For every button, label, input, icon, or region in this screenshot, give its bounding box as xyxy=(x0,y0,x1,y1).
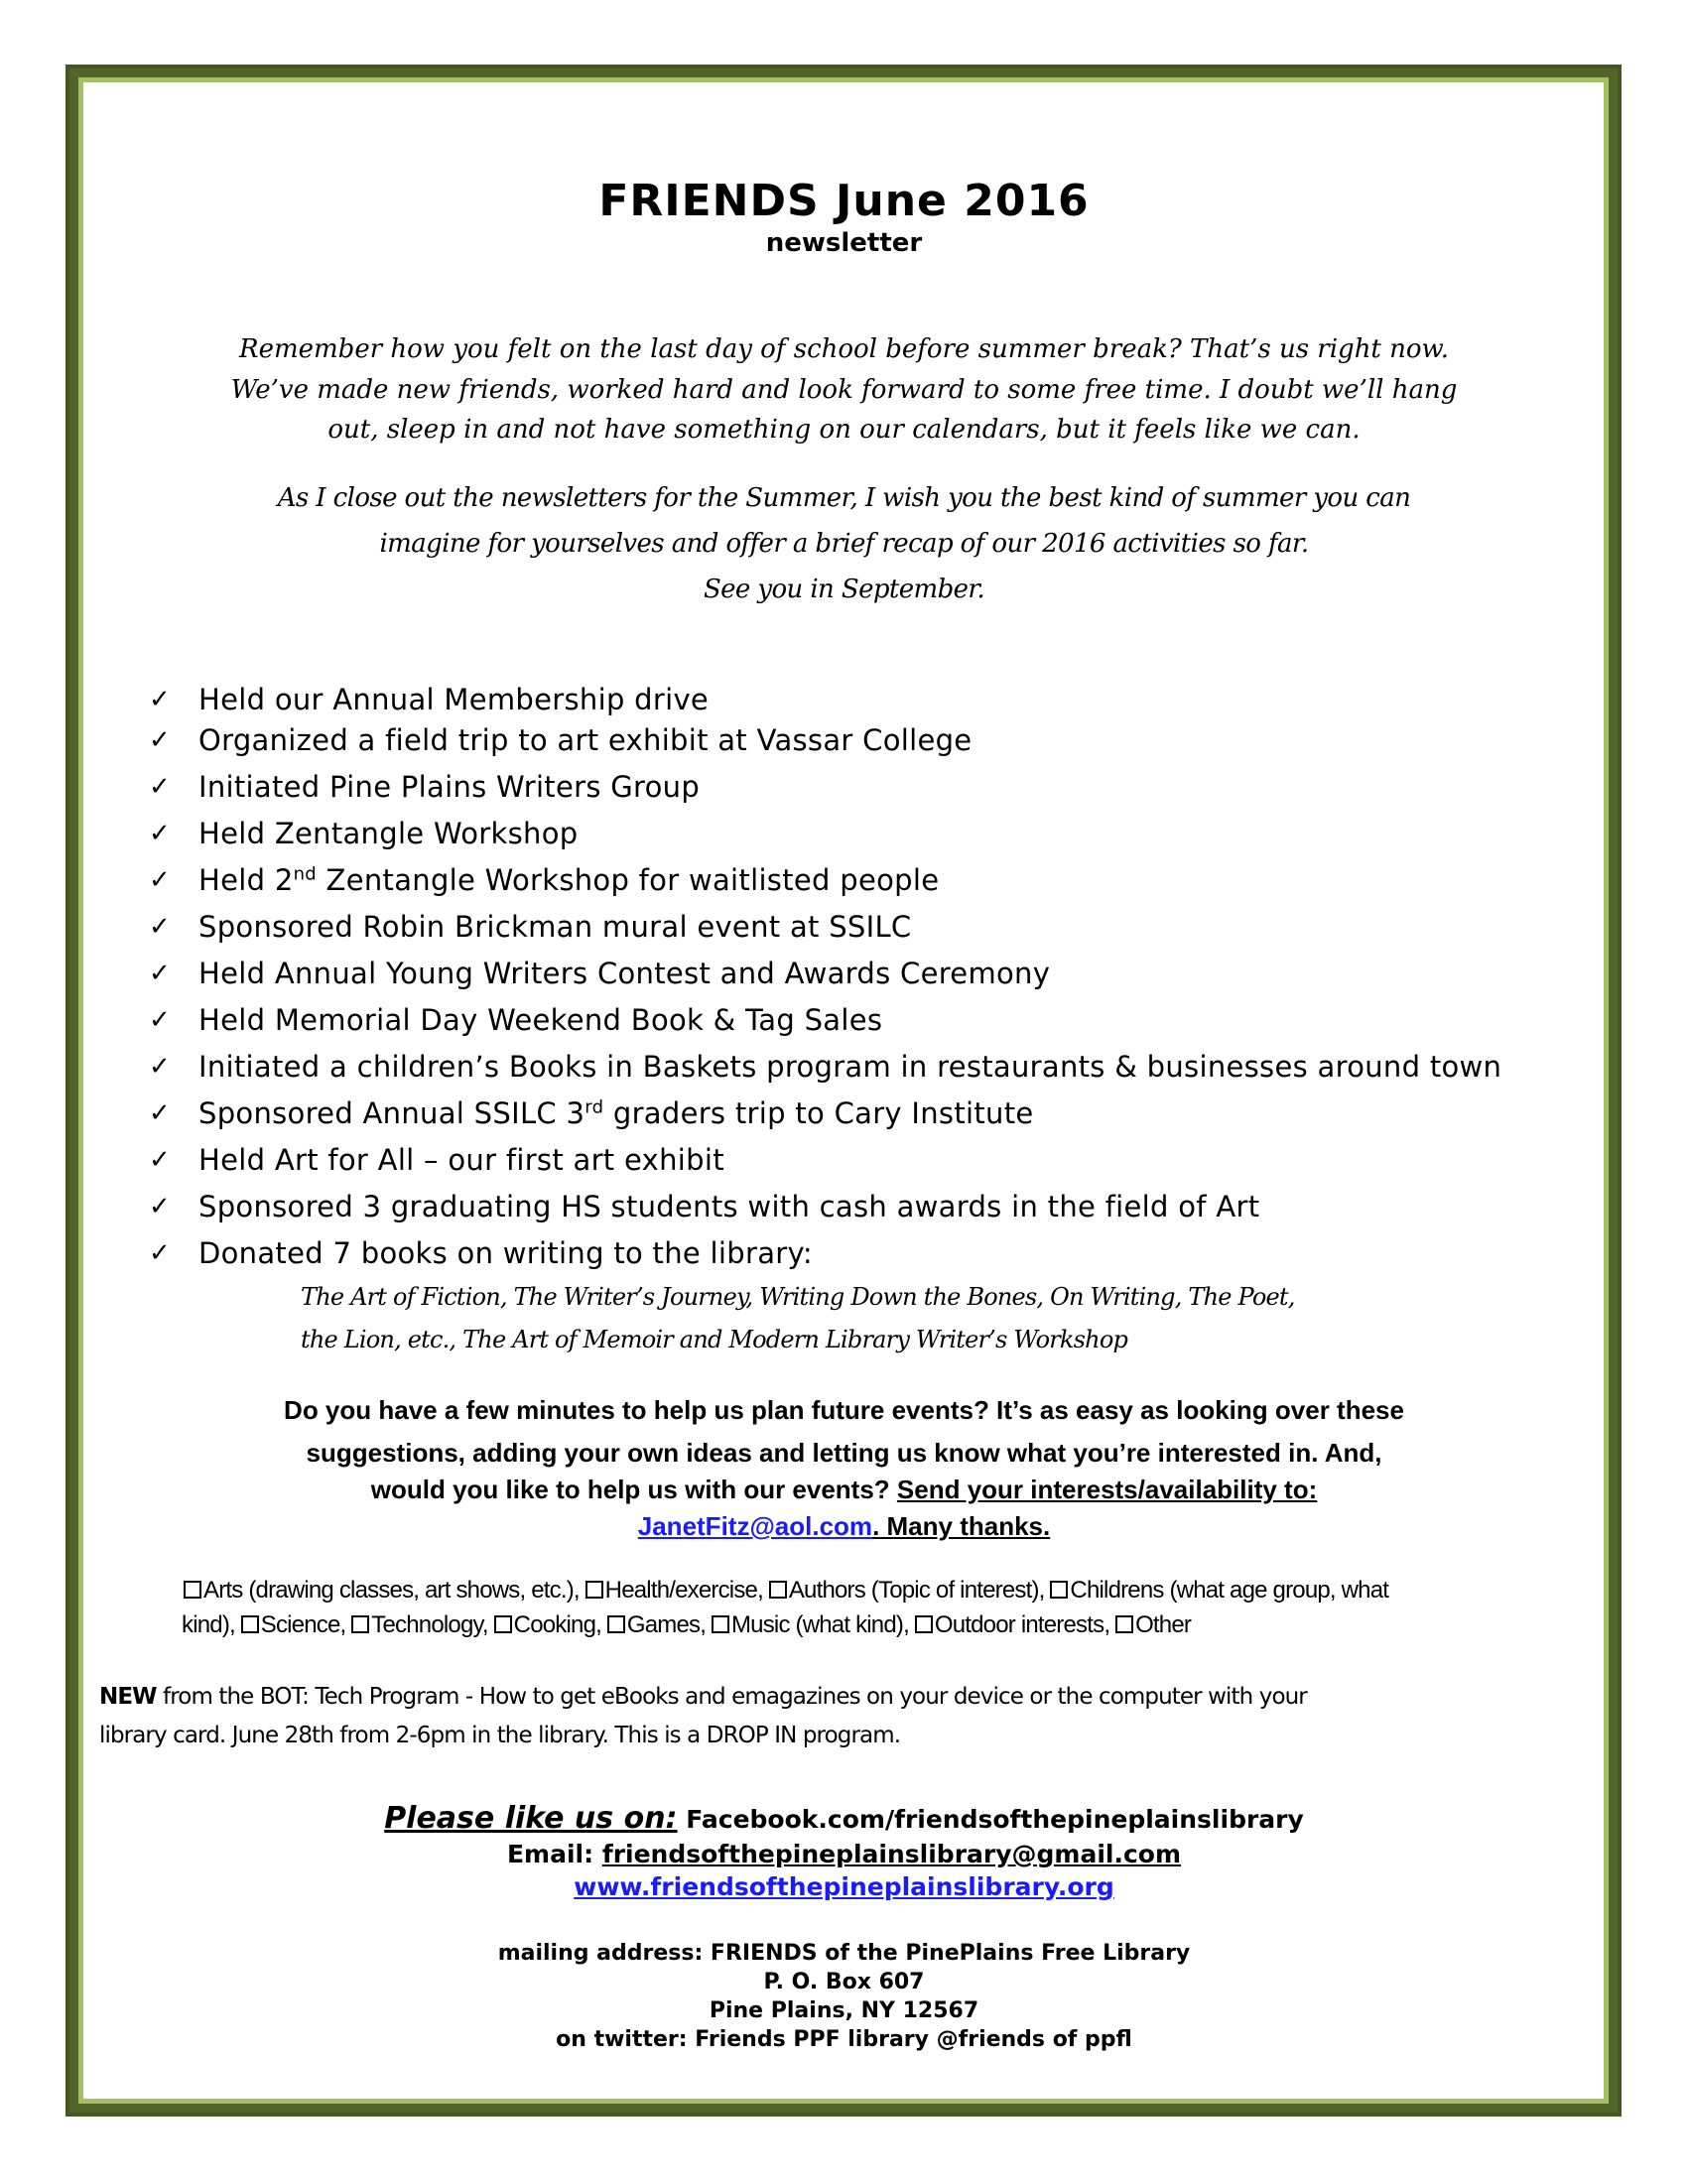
checklist-item-text: Sponsored Robin Brickman mural event at SSILC xyxy=(198,910,912,944)
checklist-item-text: Donated 7 books on writing to the library: xyxy=(198,1236,813,1270)
checklist-item-text: Organized a field trip to art exhibit at Vassar College xyxy=(198,723,973,757)
facebook-line xyxy=(0,1801,1688,1836)
checklist-item-text-part: Zentangle Workshop for waitlisted people xyxy=(317,863,940,897)
interest-checkbox[interactable] xyxy=(351,1615,369,1633)
checklist-item-text: Sponsored 3 graduating HS students with cash awards in the field of Art xyxy=(198,1190,1260,1223)
new-program-line: library card. June 28th from 2-6pm in the library. This is a DROP IN program. xyxy=(99,1723,901,1748)
ordinal-suffix: nd xyxy=(293,863,318,885)
interest-checkbox[interactable] xyxy=(241,1615,259,1633)
checklist-item-text: Held Memorial Day Weekend Book & Tag Sales xyxy=(198,1003,883,1037)
book-titles-line: the Lion, etc., The Art of Memoir and Modern Library Writer’s Workshop xyxy=(301,1326,1128,1353)
checkmark-icon: ✓ xyxy=(149,819,171,848)
interest-option-label: Science, xyxy=(260,1611,352,1638)
facebook-link[interactable]: Facebook.com/friendsofthepineplainslibrary xyxy=(677,1805,1304,1834)
interest-option-label: Arts (drawing classes, art shows, etc.), xyxy=(203,1577,585,1604)
mailing-city: Pine Plains, NY 12567 xyxy=(709,1998,979,2023)
interests-lead: kind), xyxy=(182,1611,241,1638)
checklist-item-text: Initiated a children’s Books in Baskets program in restaurants & businesses around town xyxy=(198,1050,1502,1084)
interest-option-label: Games, xyxy=(626,1611,712,1638)
interest-checkbox[interactable] xyxy=(1115,1615,1133,1633)
email-label: Email: xyxy=(506,1840,602,1868)
interest-option-label: Childrens (what age group, what xyxy=(1070,1577,1389,1604)
newsletter-title: FRIENDS June 2016 xyxy=(598,176,1090,226)
help-line: Do you have a few minutes to help us plan future events? It’s as easy as looking over these xyxy=(284,1395,1404,1425)
twitter-line: on twitter: Friends PPF library @friends of ppfl xyxy=(556,2027,1132,2052)
checkmark-icon: ✓ xyxy=(149,865,171,895)
checkmark-icon: ✓ xyxy=(149,685,171,714)
checklist-item-text: Held Art for All – our first art exhibit xyxy=(198,1143,724,1177)
janet-email-link[interactable]: JanetFitz@aol.com xyxy=(637,1511,873,1541)
interest-checkbox[interactable] xyxy=(585,1581,603,1599)
newsletter-subtitle: newsletter xyxy=(765,228,923,258)
intro-line: out, sleep in and not have something on our calendars, but it feels like we can. xyxy=(327,415,1361,445)
book-titles-line: The Art of Fiction, The Writer’s Journey, Writing Down the Bones, On Writing, The Poet, xyxy=(301,1283,1295,1311)
checkmark-icon: ✓ xyxy=(149,912,171,942)
interest-option-label: Authors (Topic of interest), xyxy=(788,1577,1051,1604)
interest-option-label: Health/exercise, xyxy=(604,1577,769,1604)
interest-checkbox[interactable] xyxy=(769,1581,787,1599)
email-line xyxy=(0,1840,1688,1868)
new-program-text: from the BOT: Tech Program - How to get eBooks and emagazines on your device or the computer with your xyxy=(156,1684,1307,1710)
intro-line: As I close out the newsletters for the Summer, I wish you the best kind of summer you can xyxy=(277,483,1411,513)
checkmark-icon: ✓ xyxy=(149,725,171,755)
website-line xyxy=(0,1872,1688,1901)
checkmark-icon: ✓ xyxy=(149,1005,171,1035)
interest-option-label: Outdoor interests, xyxy=(934,1611,1116,1638)
checkmark-icon: ✓ xyxy=(149,1098,171,1128)
new-program-line xyxy=(99,1684,1307,1710)
interests-line-2 xyxy=(182,1611,1191,1639)
interest-checkbox[interactable] xyxy=(712,1615,729,1633)
interest-option-label: Other xyxy=(1135,1611,1192,1638)
mailing-po-box: P. O. Box 607 xyxy=(763,1970,925,1994)
interest-option-label: Technology, xyxy=(371,1611,494,1638)
checkmark-icon: ✓ xyxy=(149,959,171,988)
website-link[interactable]: www.friendsofthepineplainslibrary.org xyxy=(574,1872,1114,1901)
interests-line-1 xyxy=(184,1577,1388,1605)
checklist-item-text xyxy=(198,863,939,897)
intro-line: We’ve made new friends, worked hard and look forward to some free time. I doubt we’ll hang xyxy=(230,375,1458,405)
interest-checkbox[interactable] xyxy=(494,1615,512,1633)
checklist-item-text: Initiated Pine Plains Writers Group xyxy=(198,770,701,804)
checklist-item-text-part: Held 2 xyxy=(198,863,294,897)
intro-line: See you in September. xyxy=(703,575,985,604)
please-like-label: Please like us on: xyxy=(384,1801,678,1836)
help-line: suggestions, adding your own ideas and letting us know what you’re interested in. And, xyxy=(306,1438,1382,1468)
new-label: NEW xyxy=(99,1684,157,1710)
checkmark-icon: ✓ xyxy=(149,1145,171,1175)
checklist-item-text xyxy=(198,1096,1034,1130)
intro-line: Remember how you felt on the last day of school before summer break? That’s us right now. xyxy=(239,334,1449,364)
interest-checkbox[interactable] xyxy=(1050,1581,1068,1599)
help-line-text: would you like to help us with our events? xyxy=(370,1475,897,1504)
checkmark-icon: ✓ xyxy=(149,1192,171,1221)
interest-option-label: Music (what kind), xyxy=(730,1611,915,1638)
help-line xyxy=(0,1475,1688,1505)
interest-option-label: Cooking, xyxy=(513,1611,607,1638)
thanks-text: . Many thanks. xyxy=(872,1511,1051,1541)
checkmark-icon: ✓ xyxy=(149,1238,171,1268)
checklist-item-text: Held our Annual Membership drive xyxy=(198,683,710,716)
interest-checkbox[interactable] xyxy=(184,1581,201,1599)
ordinal-suffix: rd xyxy=(584,1096,604,1118)
mailing-address-line: mailing address: FRIENDS of the PinePlains Free Library xyxy=(497,1941,1191,1966)
checklist-item-text: Held Zentangle Workshop xyxy=(198,817,579,850)
intro-line: imagine for yourselves and offer a brief recap of our 2016 activities so far. xyxy=(379,529,1309,559)
interest-checkbox[interactable] xyxy=(915,1615,933,1633)
help-line xyxy=(0,1511,1688,1542)
interest-checkbox[interactable] xyxy=(607,1615,625,1633)
checklist-item-text-part: graders trip to Cary Institute xyxy=(603,1096,1034,1130)
checklist-item-text-part: Sponsored Annual SSILC 3 xyxy=(198,1096,585,1130)
checklist-item-text: Held Annual Young Writers Contest and Awards Ceremony xyxy=(198,957,1051,990)
friends-email-link[interactable]: friendsofthepineplainslibrary@gmail.com xyxy=(601,1840,1182,1868)
checkmark-icon: ✓ xyxy=(149,1052,171,1082)
checkmark-icon: ✓ xyxy=(149,772,171,802)
send-interests-label: Send your interests/availability to: xyxy=(896,1475,1318,1504)
